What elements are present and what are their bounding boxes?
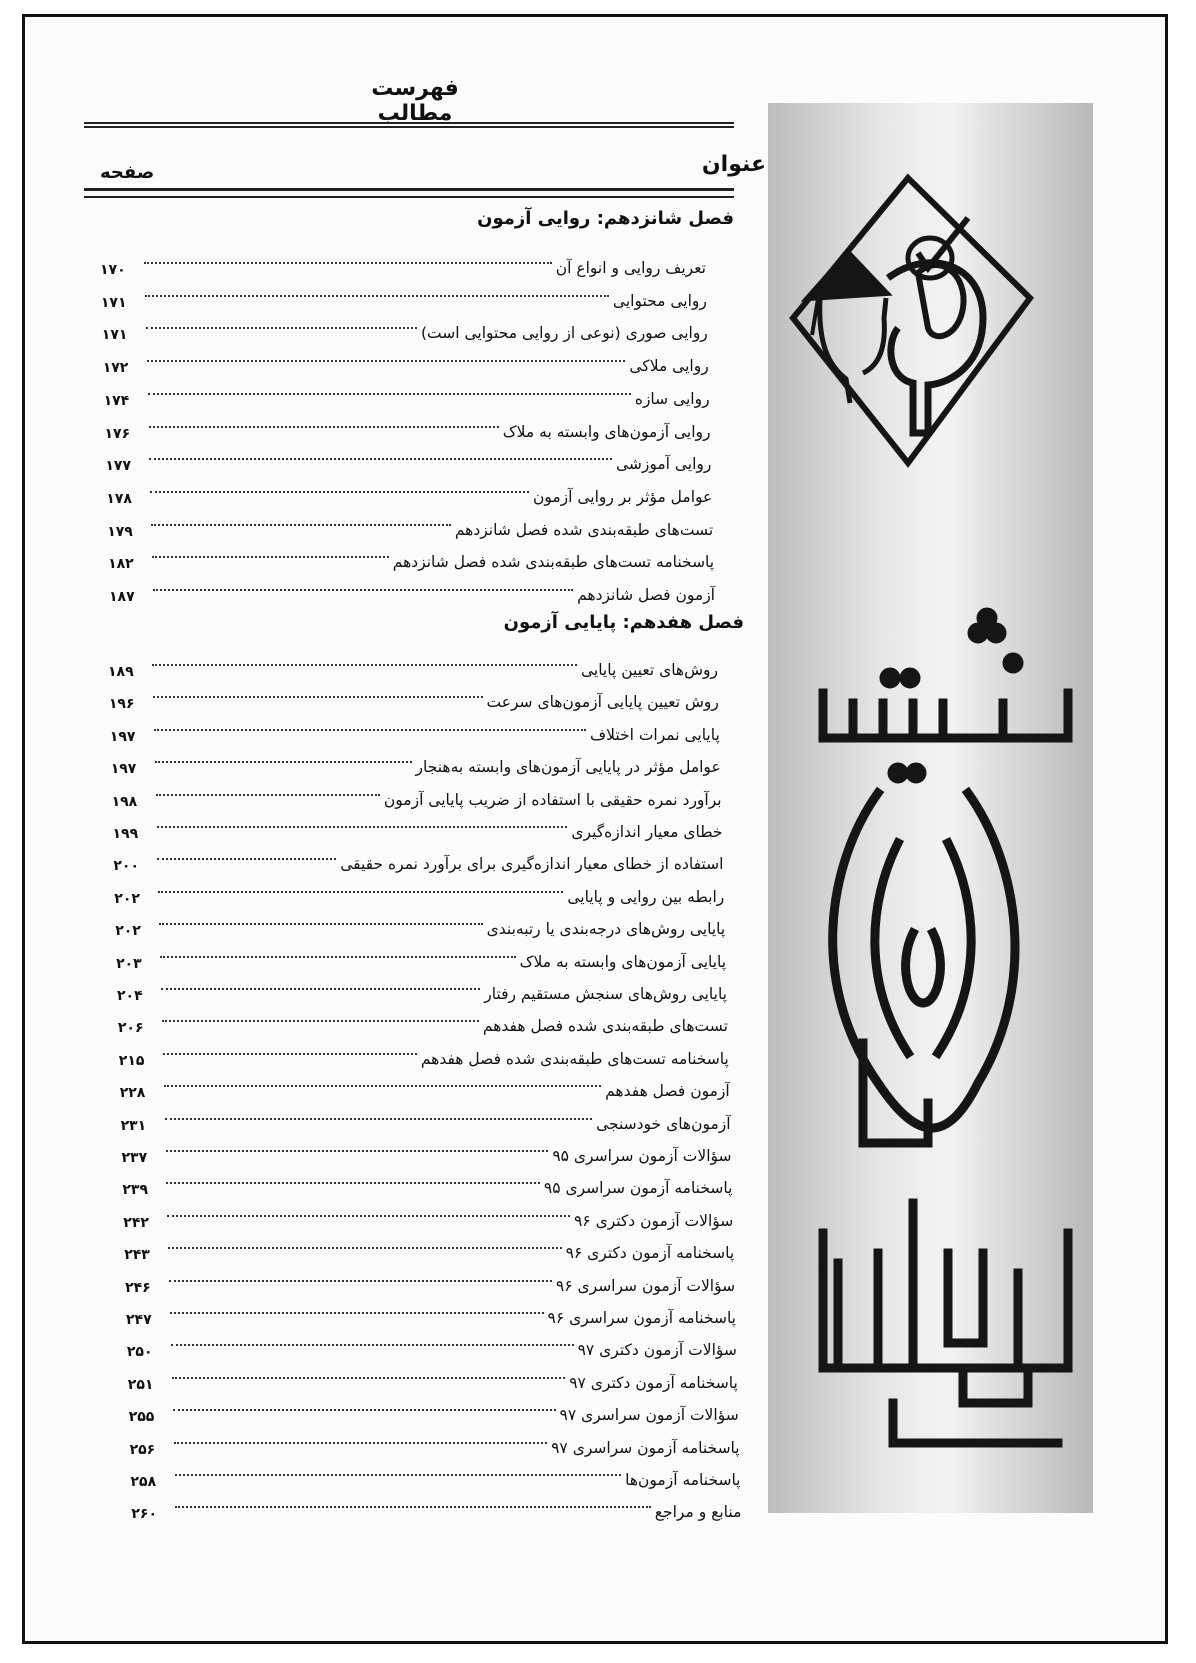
toc-entry-page: ۲۲۸ bbox=[119, 1085, 146, 1102]
toc-entry-page: ۲۰۰ bbox=[113, 858, 140, 875]
toc-entry-title: پاسخنامه آزمون دکتری ۹۷ bbox=[569, 1373, 738, 1392]
toc-entry-page: ۲۵۶ bbox=[129, 1441, 156, 1458]
toc-entry[interactable] bbox=[117, 972, 727, 1004]
toc-entry-page: ۲۴۲ bbox=[123, 1214, 149, 1231]
toc-entry-title: سؤالات آزمون سراسری ۹۶ bbox=[555, 1276, 736, 1295]
toc-leader-dots bbox=[153, 696, 483, 698]
toc-entry-page: ۱۹۶ bbox=[108, 696, 135, 713]
title-rule-2 bbox=[84, 126, 734, 128]
toc-entry-page: ۲۳۱ bbox=[120, 1117, 147, 1134]
toc-entry[interactable] bbox=[126, 1296, 736, 1328]
toc-entry-title: روش تعیین پایایی آزمون‌های سرعت bbox=[486, 693, 719, 712]
toc-leader-dots bbox=[175, 1506, 650, 1508]
toc-entry-title: عوامل مؤثر بر روایی آزمون bbox=[532, 487, 713, 506]
chapter-heading-16: فصل شانزدهم: روایی آزمون bbox=[477, 208, 734, 229]
toc-leader-dots bbox=[152, 556, 389, 558]
toc-entry[interactable] bbox=[115, 907, 725, 939]
toc-entry[interactable] bbox=[120, 1069, 730, 1101]
toc-entry-title: پاسخنامه آزمون‌ها bbox=[625, 1471, 741, 1489]
toc-entry-page: ۲۵۵ bbox=[128, 1409, 155, 1426]
toc-entry[interactable] bbox=[114, 875, 724, 907]
toc-leader-dots bbox=[157, 826, 568, 828]
toc-entry-page: ۲۳۷ bbox=[121, 1150, 148, 1166]
toc-entry-page: ۲۴۳ bbox=[124, 1247, 150, 1264]
toc-entry[interactable] bbox=[108, 540, 714, 572]
toc-leader-dots bbox=[166, 1182, 540, 1184]
publisher-logo bbox=[768, 103, 1093, 1513]
toc-entry-title: پایایی روش‌های سنجش مستقیم رفتار bbox=[484, 985, 727, 1003]
toc-entry-page: ۱۷۴ bbox=[103, 392, 130, 409]
toc-leader-dots bbox=[169, 1280, 552, 1282]
toc-entry-title: آزمون فصل هفدهم bbox=[605, 1082, 730, 1101]
toc-entry-title: تست‌های طبقه‌بندی شده فصل شانزدهم bbox=[454, 520, 714, 539]
toc-entry-title: پاسخنامه آزمون سراسری ۹۷ bbox=[551, 1438, 740, 1457]
toc-entry-page: ۲۶۰ bbox=[131, 1506, 158, 1523]
toc-entry-page: ۲۰۶ bbox=[117, 1020, 144, 1037]
toc-entry-title: روایی صوری (نوعی از روایی محتوایی است) bbox=[421, 324, 708, 343]
toc-entry-title: پاسخنامه آزمون سراسری ۹۶ bbox=[547, 1309, 736, 1327]
toc-entry[interactable] bbox=[123, 1199, 733, 1231]
toc-entry[interactable] bbox=[124, 1231, 734, 1263]
toc-leader-dots bbox=[156, 794, 380, 796]
toc-entry-title: پاسخنامه تست‌های طبقه‌بندی شده فصل شانزدهم bbox=[392, 553, 715, 572]
toc-entry-page: ۱۷۹ bbox=[107, 523, 133, 540]
toc-leader-dots bbox=[163, 1053, 417, 1055]
toc-entry[interactable] bbox=[107, 508, 713, 540]
toc-leader-dots bbox=[145, 295, 609, 297]
toc-leader-dots bbox=[161, 988, 480, 990]
toc-entry[interactable] bbox=[121, 1102, 731, 1134]
toc-entry-title: رابطه بین روایی و پایایی bbox=[567, 887, 725, 906]
publisher-banner bbox=[768, 103, 1093, 1513]
toc-entry-title: تست‌های طبقه‌بندی شده فصل هفدهم bbox=[482, 1017, 728, 1036]
toc-entry-page: ۱۷۶ bbox=[104, 425, 131, 442]
toc-entry[interactable] bbox=[125, 1264, 735, 1296]
column-header-page: صفحه bbox=[100, 162, 155, 183]
toc-entry[interactable] bbox=[102, 311, 708, 343]
toc-entry-title: استفاده از خطای معیار اندازه‌گیری برای برآورد نمره حقیقی bbox=[340, 855, 724, 874]
toc-entry[interactable] bbox=[130, 1426, 740, 1458]
header-rule bbox=[84, 188, 734, 191]
toc-entry-page: ۲۴۶ bbox=[125, 1279, 151, 1296]
toc-entry-page: ۱۹۷ bbox=[110, 761, 137, 778]
title-rule bbox=[84, 122, 734, 124]
toc-entry[interactable] bbox=[109, 573, 715, 605]
toc-entry[interactable] bbox=[127, 1328, 737, 1360]
toc-entry[interactable] bbox=[109, 680, 719, 712]
toc-leader-dots bbox=[151, 524, 451, 526]
toc-entry[interactable] bbox=[122, 1166, 732, 1198]
toc-leader-dots bbox=[174, 1442, 548, 1444]
toc-entry-page: ۱۷۸ bbox=[106, 490, 132, 507]
toc-leader-dots bbox=[172, 1377, 565, 1379]
toc-entry-page: ۱۸۹ bbox=[108, 664, 134, 680]
toc-leader-dots bbox=[149, 458, 612, 460]
toc-entry-title: روایی آموزشی bbox=[615, 455, 712, 474]
toc-entry-page: ۲۰۲ bbox=[114, 890, 140, 907]
toc-entry-title: عوامل مؤثر در پایایی آزمون‌های وابسته به‌هنجار bbox=[415, 758, 721, 777]
toc-leader-dots bbox=[155, 761, 412, 763]
toc-entry-title: روایی محتوایی bbox=[612, 291, 707, 310]
column-header-title: عنوان bbox=[701, 152, 766, 177]
page-title: فهرست مطالب bbox=[371, 76, 459, 126]
toc-entry[interactable] bbox=[119, 1037, 729, 1069]
toc-entry-title: سؤالات آزمون سراسری ۹۵ bbox=[552, 1147, 732, 1165]
toc-entry-title: روش‌های تعیین پایایی bbox=[580, 661, 718, 679]
toc-entry-page: ۲۰۳ bbox=[116, 955, 142, 972]
toc-entry-page: ۱۷۱ bbox=[100, 294, 127, 311]
toc-entry-title: پاسخنامه تست‌های طبقه‌بندی شده فصل هفدهم bbox=[420, 1049, 729, 1068]
toc-entry[interactable] bbox=[112, 778, 722, 810]
toc-leader-dots bbox=[166, 1150, 549, 1152]
toc-leader-dots bbox=[146, 327, 417, 329]
toc-leader-dots bbox=[168, 1247, 561, 1249]
toc-entry-page: ۱۷۰ bbox=[100, 262, 126, 278]
toc-entry[interactable] bbox=[129, 1393, 739, 1425]
toc-leader-dots bbox=[173, 1409, 556, 1411]
toc-entry[interactable] bbox=[111, 745, 721, 777]
toc-entry-page: ۲۵۱ bbox=[127, 1376, 154, 1393]
toc-leader-dots bbox=[147, 360, 626, 362]
toc-entry-title: روایی آزمون‌های وابسته به ملاک bbox=[502, 422, 711, 441]
toc-entry-page: ۲۴۷ bbox=[126, 1312, 152, 1328]
toc-entry[interactable] bbox=[104, 377, 710, 409]
toc-entry-page: ۲۱۵ bbox=[118, 1052, 145, 1069]
toc-entry[interactable] bbox=[106, 475, 712, 507]
toc-entry-page: ۱۹۹ bbox=[112, 826, 139, 842]
toc-entry-title: سؤالات آزمون دکتری ۹۷ bbox=[577, 1341, 737, 1360]
toc-entry-title: برآورد نمره حقیقی با استفاده از ضریب پایایی آزمون bbox=[383, 790, 722, 809]
toc-entry-page: ۱۷۱ bbox=[101, 327, 128, 344]
toc-leader-dots bbox=[164, 1085, 601, 1087]
toc-entry-title: پاسخنامه آزمون سراسری ۹۵ bbox=[543, 1179, 733, 1198]
toc-leader-dots bbox=[153, 589, 573, 591]
toc-entry-page: ۲۰۴ bbox=[117, 988, 143, 1004]
toc-entry-page: ۲۵۰ bbox=[126, 1344, 153, 1361]
toc-entry-title: تعریف روایی و انواع آن bbox=[555, 259, 706, 277]
toc-leader-dots bbox=[144, 262, 552, 264]
toc-leader-dots bbox=[154, 729, 586, 731]
toc-entry-title: منابع و مراجع bbox=[654, 1503, 742, 1522]
toc-leader-dots bbox=[171, 1344, 574, 1346]
toc-entry[interactable] bbox=[118, 1004, 728, 1036]
toc-entry[interactable] bbox=[103, 344, 709, 376]
toc-leader-dots bbox=[158, 891, 563, 893]
toc-leader-dots bbox=[159, 923, 482, 925]
chapter-heading-17: فصل هفدهم: پایایی آزمون bbox=[503, 612, 744, 633]
toc-entry[interactable] bbox=[113, 810, 723, 842]
toc-entry-page: ۱۷۷ bbox=[105, 458, 132, 475]
toc-entry-page: ۱۸۲ bbox=[108, 556, 134, 573]
toc-entry[interactable] bbox=[105, 442, 711, 474]
toc-leader-dots bbox=[148, 393, 631, 395]
toc-entry[interactable] bbox=[108, 648, 718, 680]
toc-entry[interactable] bbox=[100, 246, 706, 278]
toc-entry-title: آزمون‌های خودسنجی bbox=[596, 1114, 731, 1133]
toc-leader-dots bbox=[162, 1020, 479, 1022]
toc-entry-title: پاسخنامه آزمون دکتری ۹۶ bbox=[565, 1244, 735, 1263]
header-rule-2 bbox=[84, 196, 734, 198]
toc-entry-title: سؤالات آزمون دکتری ۹۶ bbox=[573, 1211, 734, 1230]
toc-entry[interactable] bbox=[113, 842, 723, 874]
toc-leader-dots bbox=[149, 426, 499, 428]
toc-entry[interactable] bbox=[116, 940, 726, 972]
toc-entry-title: پایایی نمرات اختلاف bbox=[590, 725, 720, 744]
toc-entry-title: آزمون فصل شانزدهم bbox=[577, 586, 715, 604]
toc-entry-title: روایی ملاکی bbox=[629, 357, 709, 376]
toc-entry-page: ۱۹۸ bbox=[111, 793, 138, 810]
toc-leader-dots bbox=[175, 1474, 622, 1476]
toc-entry-page: ۲۵۸ bbox=[130, 1474, 157, 1490]
toc-entry-page: ۱۷۲ bbox=[102, 360, 129, 377]
toc-entry-page: ۱۹۷ bbox=[109, 728, 136, 745]
toc-entry-title: روایی سازه bbox=[634, 389, 710, 408]
toc-entry[interactable] bbox=[101, 279, 707, 311]
toc-leader-dots bbox=[160, 956, 516, 958]
toc-entry[interactable] bbox=[122, 1134, 732, 1166]
toc-entry-page: ۱۸۷ bbox=[109, 589, 135, 605]
toc-entry[interactable] bbox=[128, 1361, 738, 1393]
toc-entry-title: سؤالات آزمون سراسری ۹۷ bbox=[559, 1406, 739, 1425]
toc-entry-title: پایایی روش‌های درجه‌بندی یا رتبه‌بندی bbox=[486, 920, 726, 939]
toc-entry-page: ۲۳۹ bbox=[122, 1182, 149, 1199]
toc-leader-dots bbox=[150, 491, 529, 493]
toc-entry[interactable] bbox=[131, 1458, 741, 1490]
toc-entry-title: خطای معیار اندازه‌گیری bbox=[571, 823, 723, 841]
toc-leader-dots bbox=[152, 664, 577, 666]
toc-leader-dots bbox=[167, 1215, 570, 1217]
toc-entry-page: ۲۰۲ bbox=[115, 923, 141, 940]
toc-entry[interactable] bbox=[105, 410, 711, 442]
toc-entry-title: پایایی آزمون‌های وابسته به ملاک bbox=[519, 952, 727, 971]
toc-entry[interactable] bbox=[110, 713, 720, 745]
toc-leader-dots bbox=[170, 1312, 544, 1314]
toc-entry[interactable] bbox=[131, 1490, 741, 1522]
toc-leader-dots bbox=[157, 858, 336, 860]
toc-leader-dots bbox=[165, 1118, 592, 1120]
